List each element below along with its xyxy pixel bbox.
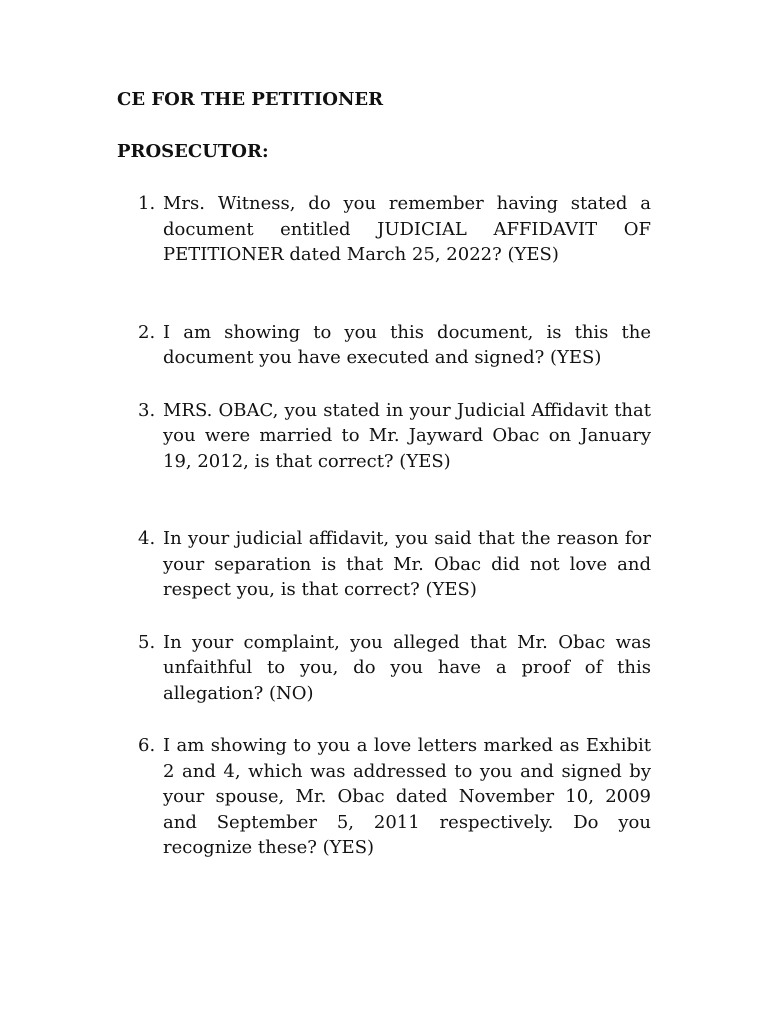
- question-text: I am showing to you this document, is this the document you have executed and signed? (YES): [163, 321, 651, 368]
- question-number: 6.: [138, 735, 156, 756]
- question-item: [138, 733, 651, 861]
- question-number: 4.: [138, 528, 156, 549]
- question-list: [138, 191, 651, 861]
- question-item: [138, 630, 651, 707]
- question-text: I am showing to you a love letters marked as Exhibit 2 and 4, which was addressed to you and signed by your spouse, Mr. Obac dated November 10, 2009 and September 5, 2011 respectively. Do you recognize these? (YES): [163, 735, 651, 858]
- question-number: 2.: [138, 321, 156, 343]
- question-text: In your complaint, you alleged that Mr. Obac was unfaithful to you, do you have a proof of this allegation? (NO): [163, 631, 651, 704]
- question-item: [138, 320, 651, 371]
- question-text: In your judicial affidavit, you said that the reason for your separation is that Mr. Obac did not love and respect you, is that correct? (YES): [163, 528, 651, 600]
- question-item: [138, 526, 651, 603]
- speaker-label: PROSECUTOR:: [117, 141, 269, 162]
- question-text: MRS. OBAC, you stated in your Judicial Affidavit that you were married to Mr. Jayward Obac on January 19, 2012, is that correct? (YES): [163, 399, 651, 472]
- document-title: CE FOR THE PETITIONER: [117, 89, 384, 110]
- question-item: [138, 398, 651, 475]
- question-number: 3.: [138, 399, 156, 421]
- question-number: 1.: [138, 193, 156, 214]
- question-number: 5.: [138, 631, 156, 653]
- question-item: [138, 191, 651, 268]
- question-text: Mrs. Witness, do you remember having stated a document entitled JUDICIAL AFFIDAVIT OF PETITIONER dated March 25, 2022? (YES): [163, 193, 651, 265]
